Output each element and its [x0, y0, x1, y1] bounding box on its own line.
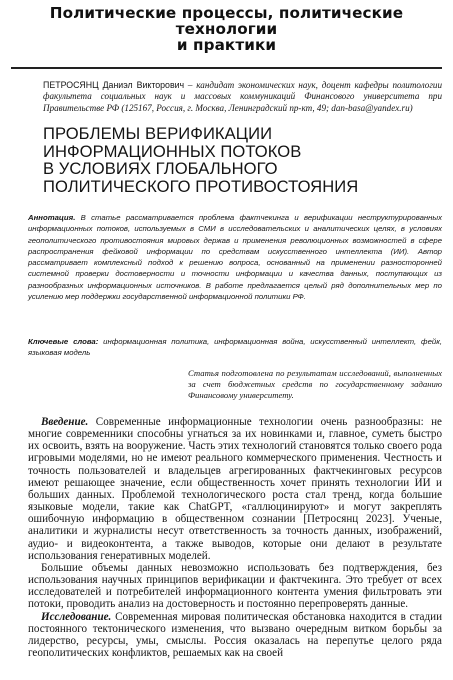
research-text: Современная мировая политическая обстановка находится в стадии постоянного тектонического изменения, что вызвано очередным витком борьбы за лидерство, ресурсы, умы, смыслы. Россия оказалась на перепутье целого ряда геополитических конфликтов, решаемых как на своей — [28, 610, 443, 659]
header-divider — [11, 67, 442, 69]
section-header-line-2: и практики — [176, 36, 277, 54]
funding-note: Статья подготовлена по результатам исследований, выполненных за счет бюджетных средств по государственному заданию Финансовому университету. — [188, 368, 442, 401]
article-title-line-1: ПРОБЛЕМЫ ВЕРИФИКАЦИИ — [43, 124, 273, 143]
journal-section-header — [11, 5, 442, 53]
author-info — [43, 80, 442, 114]
research-heading: Исследование. — [41, 610, 112, 623]
paragraph-introduction — [28, 416, 442, 562]
introduction-text: Современные информационные технологии очень разнообразны: не многие современники способны угнаться за их новинками и, главное, суметь быстро их освоить, взять на вооружение. Часть этих технологий становятся только своего рода игровыми моделями, но не имеют реального коммерческого применения. Честность и точность пользователей и владельцев агрегированных фактчекинговых ресурсов имеют решающее значение, если общественность хочет принять технологии ИИ и больших данных. Проблемой технологического роста стал тренд, когда большие языковые модели, такие как ChatGPT, «галлюцинируют» и могут закреплять ошибочную информацию в общественном сознании [Петросянц 2023]. Ученые, аналитики и журналисты несут ответственность за точность данных, изображений, аудио- и видеоконтента, а также выводов, которые они делают в результате использования генеративных моделей. — [28, 416, 442, 562]
abstract — [28, 212, 442, 302]
article-title-line-4: ПОЛИТИЧЕСКОГО ПРОТИВОСТОЯНИЯ — [43, 176, 359, 196]
keywords — [28, 336, 442, 359]
keywords-text: информационная политика, информационная война, искусственный интеллект, фейк, языковая модель — [28, 337, 443, 358]
abstract-text: В статье рассматривается проблема фактчекинга и верификации неструктурированных информационных потоков, используемых в СМИ в исследовательских и аналитических целях, в условиях геополитического противостояния мировых держав и применения революционных возможностей в сфере распространения фейковой информации по средствам искусственного интеллекта (ИИ). Автор рассматривает комплексный подход к решению вопроса, основанный на применении разносторонней системной проверки достоверности и точности информации и качества данных, поступающих из разнообразных информационных источников. В работе предлагается целый ряд дополнительных мер по усилению мер поддержки государственной информационной политики РФ. — [28, 213, 443, 302]
author-details: – кандидат экономических наук, доцент кафедры политологии факультета социальных наук и массовых коммуникаций Финансового университета при Правительстве РФ (125167, Россия, г. Москва, Ленинградский пр-кт, 49; dan-basa@yandex.ru) — [43, 80, 442, 113]
article-title — [43, 125, 442, 195]
paragraph-verification: Большие объемы данных невозможно использовать без подтверждения, без использования научных принципов верификации и фактчекинга. Это требует от всех исследователей и потребителей информационного контента умения фильтровать эти потоки, проводить анализ на достоверность и постоянно перепроверять данные. — [28, 561, 442, 611]
keywords-label: Ключевые слова: — [28, 337, 99, 346]
article-title-line-2: ИНФОРМАЦИОННЫХ ПОТОКОВ — [43, 141, 302, 161]
introduction-heading: Введение. — [41, 416, 89, 428]
abstract-label: Аннотация. — [28, 213, 76, 222]
author-name: ПЕТРОСЯНЦ Даниэл Викторович — [43, 80, 185, 90]
article-body — [28, 416, 442, 659]
paragraph-research — [28, 611, 442, 660]
article-title-line-3: В УСЛОВИЯХ ГЛОБАЛЬНОГО — [43, 159, 278, 179]
section-header-line-1: Политические процессы, политические технологии — [49, 4, 404, 38]
